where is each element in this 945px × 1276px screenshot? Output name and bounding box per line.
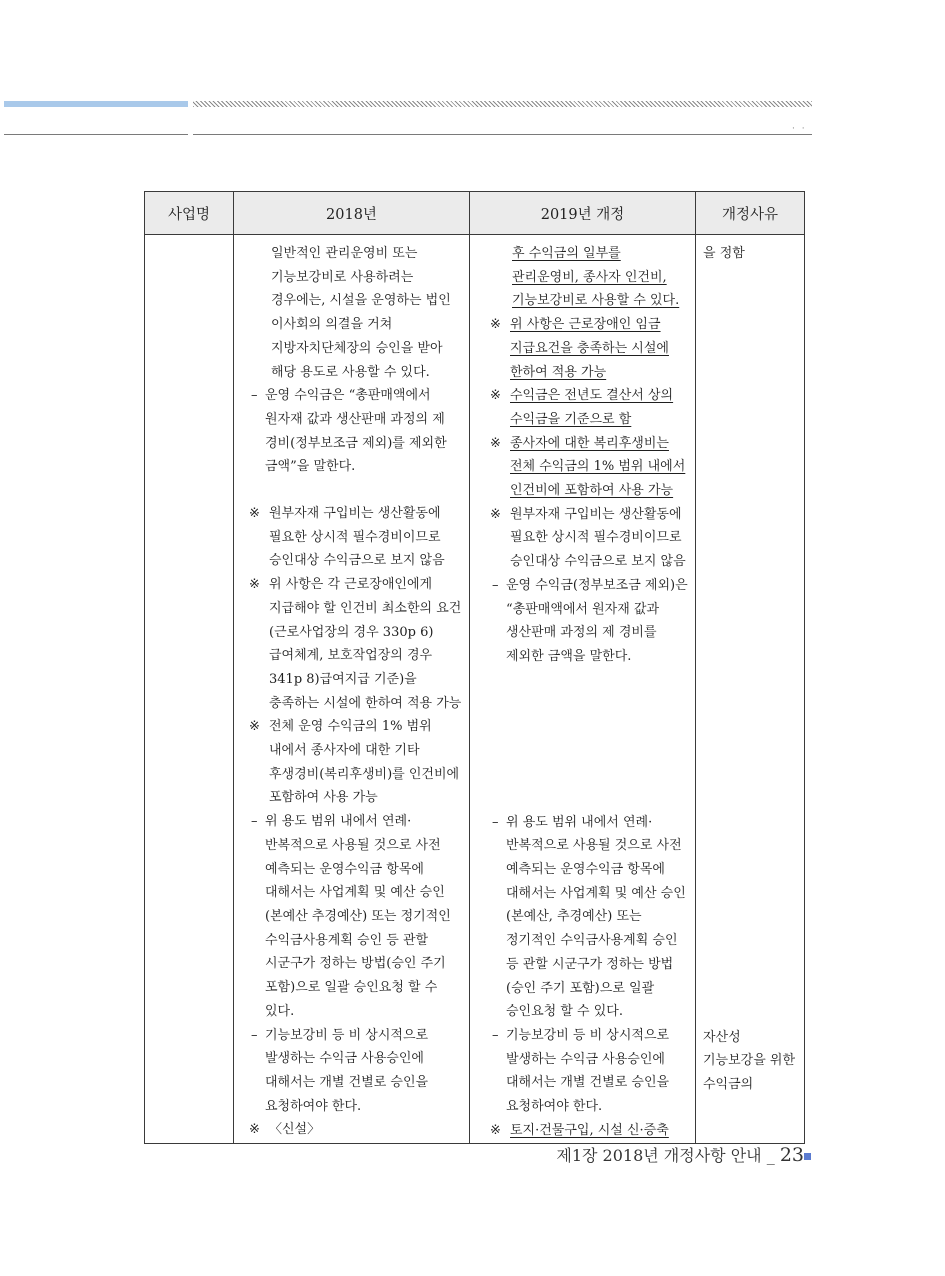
content-2018 xyxy=(234,235,469,1142)
list-item: ※ 전체 운영 수익금의 1% 범위 내에서 종사자에 대한 기타 후생경비(복리후생비)를 인건비에 포함하여 사용 가능 xyxy=(249,715,463,810)
note-marker: ※ xyxy=(490,435,501,451)
header-2018: 2018년 xyxy=(234,192,470,235)
list-item: ※ 원부자재 구입비는 생산활동에 필요한 상시적 필수경비이므로 승인대상 수익금으로 보지 않음 xyxy=(249,502,463,573)
list-item: 후 수익금의 일부를 관리운영비, 종사자 인건비, 기능보강비로 사용할 수 있다. xyxy=(512,246,680,309)
list-item: – 기능보강비 등 비 상시적으로 발생하는 수익금 사용승인에 대해서는 개별 건별로 승인을 요청하여야 한다. xyxy=(249,1024,463,1119)
header-dots-decoration: · · xyxy=(792,124,807,134)
revision-table xyxy=(144,191,805,1144)
page-number: 23 xyxy=(779,1144,804,1166)
header-2019-revision: 2019년 개정 xyxy=(470,192,696,235)
list-item: 일반적인 관리운영비 또는 기능보강비로 사용하려는 경우에는, 시설을 운영하는 법인 이사회의 의결을 거쳐 지방자치단체장의 승인을 받아 해당 용도로 사용할 수 있다. xyxy=(271,246,451,380)
note-marker: ※ xyxy=(490,1122,501,1138)
note-marker: ※ xyxy=(249,719,260,735)
table-header-row xyxy=(145,192,805,235)
header-rule-left xyxy=(4,134,188,135)
list-item: – 위 용도 범위 내에서 연례·반복적으로 사용될 것으로 사전 예측되는 운영수익금 항목에 대해서는 사업계획 및 예산 승인(본예산 추경예산) 또는 정기적인 수익금사용계획 승인 등 관할 시군구가 정하는 방법(승인 주기 포함)으로 일괄 승인요청 할 수 있다. xyxy=(249,810,463,1023)
list-item: – 운영 수익금(정부보조금 제외)은 “총판매액에서 원자재 값과 생산판매 과정의 제 경비를 제외한 금액을 말한다. xyxy=(490,574,689,669)
list-item: ※ 토지·건물구입, 시설 신·증축 xyxy=(490,1119,689,1143)
header-revision-reason: 개정사유 xyxy=(696,192,805,235)
list-item: ※ 〈신설〉 xyxy=(249,1118,463,1142)
reason-top-text: 을 정함 xyxy=(703,246,745,261)
note-marker: ※ xyxy=(249,1122,260,1138)
content-2019 xyxy=(470,235,695,1143)
page-footer xyxy=(556,1143,804,1166)
note-marker: ※ xyxy=(490,317,501,333)
table-row xyxy=(145,235,805,1144)
list-item: – 위 용도 범위 내에서 연례·반복적으로 사용될 것으로 사전 예측되는 운영수익금 항목에 대해서는 사업계획 및 예산 승인(본예산, 추경예산) 또는 정기적인 수익금사용계획 승인 등 관할 시군구가 정하는 방법(승인 주기 포함)으로 일괄 승인요청 할 수 있다. xyxy=(490,811,689,1024)
cell-reason xyxy=(696,235,805,1144)
cell-business-name xyxy=(145,235,234,1144)
header-business-name: 사업명 xyxy=(145,192,234,235)
header-rule-right xyxy=(193,134,812,135)
footer-square-icon xyxy=(804,1153,811,1160)
note-marker: ※ xyxy=(249,506,260,522)
spacer xyxy=(490,669,689,811)
list-item: – 운영 수익금은 “총판매액에서 원자재 값과 생산판매 과정의 제 경비(정부보조금 제외)를 제외한 금액”을 말한다. xyxy=(249,384,463,479)
list-item: ※ 위 사항은 근로장애인 임금 지급요건을 충족하는 시설에 한하여 적용 가능 xyxy=(490,313,689,384)
note-marker: ※ xyxy=(490,388,501,404)
spacer xyxy=(249,479,463,502)
list-item: ※ 위 사항은 각 근로장애인에게 지급해야 할 인건비 최소한의 요건(근로사업장의 경우 330p 6) 급여체계, 보호작업장의 경우 341p 8)급여지급 기준)을 충족하는 시설에 한하여 적용 가능 xyxy=(249,573,463,715)
note-marker: ※ xyxy=(490,506,501,522)
list-item: ※ 종사자에 대한 복리후생비는 전체 수익금의 1% 범위 내에서 인건비에 포함하여 사용 가능 xyxy=(490,432,689,503)
reason-bottom-text: 자산성 기능보강을 위한 수익금의 xyxy=(703,1029,796,1093)
header-accent-bar xyxy=(4,101,188,107)
cell-2018 xyxy=(234,235,470,1144)
footer-chapter-title: 제1장 2018년 개정사항 안내 _ xyxy=(556,1146,775,1165)
note-marker: ※ xyxy=(249,577,260,593)
cell-2019 xyxy=(470,235,696,1144)
header-hatched-band xyxy=(193,101,812,107)
list-item: – 기능보강비 등 비 상시적으로 발생하는 수익금 사용승인에 대해서는 개별 건별로 승인을 요청하여야 한다. xyxy=(490,1024,689,1119)
list-item: ※ 수익금은 전년도 결산서 상의 수익금을 기준으로 함 xyxy=(490,384,689,431)
list-item: ※ 원부자재 구입비는 생산활동에 필요한 상시적 필수경비이므로 승인대상 수익금으로 보지 않음 xyxy=(490,503,689,574)
